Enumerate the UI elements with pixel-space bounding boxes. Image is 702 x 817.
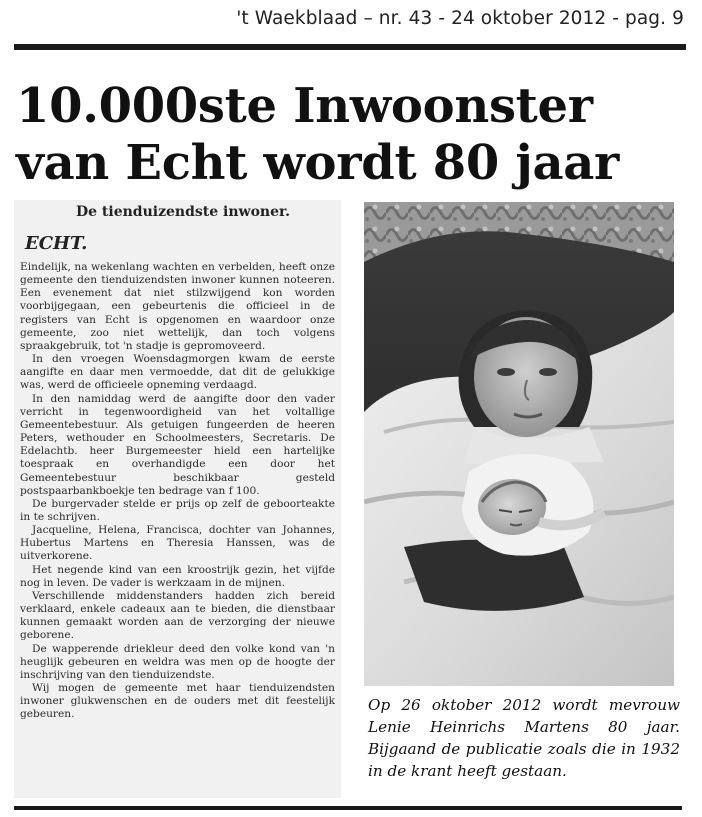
clipping-paragraph: Wij mogen de gemeente met haar tienduizendsten inwoner glukwenschen en de ouders met dit feestelijk gebeuren. <box>20 682 335 721</box>
headline <box>16 78 696 192</box>
newspaper-clipping <box>14 200 341 798</box>
clipping-paragraph: In den namiddag werd de aangifte door den vader verricht in tegenwoordigheid van het voltallige Gemeentebestuur. Als getuigen fungeerden de heeren Peters, wethouder en Schoolmeesters, Secretaris. De Edelachtb. heer Burgemeester hield een hartelijke toespraak en overhandigde een door het Gemeentebestuur beschikbaar gesteld postspaarbankboekje ten bedrage van f 100. <box>20 392 335 497</box>
top-rule <box>14 44 686 50</box>
clipping-dateline: ECHT. <box>25 233 88 254</box>
photo-illustration <box>364 202 674 686</box>
clipping-paragraph: Eindelijk, na wekenlang wachten en verbelden, heeft onze gemeente den tienduizendsten inwoner kunnen noteeren. Een evenement dat niet stilzwijgend kon worden voorbijgegaan, een gebeurtenis die officieel in de registers van Echt is opgenomen en waardoor onze gemeente, zoo niet wettelijk, dan toch volgens spraakgebruik, tot 'n stadje is gepromoveerd. <box>20 261 335 352</box>
clipping-paragraph: De wapperende driekleur deed den volke kond van 'n heuglijk gebeuren en weldra was men op de hoogte der inschrijving van den tienduizendste. <box>20 642 335 681</box>
mother-and-newborn-photo <box>364 202 674 686</box>
clipping-paragraph: In den vroegen Woensdagmorgen kwam de eerste aangifte en daar men vermoedde, dat dit de gelukkige was, werd de officieele opneming verdaagd. <box>20 353 335 392</box>
clipping-paragraph: De burgervader stelde er prijs op zelf de geboorteakte in te schrijven. <box>20 497 335 523</box>
bottom-rule <box>14 806 682 810</box>
photo-caption: Op 26 oktober 2012 wordt mevrouw Lenie Heinrichs Martens 80 jaar. Bijgaand de publicatie zoals die in 1932 in de krant heeft gestaan. <box>368 696 680 780</box>
headline-line-2: van Echt wordt 80 jaar <box>16 135 620 191</box>
clipping-paragraph: Het negende kind van een kroostrijk gezin, het vijfde nog in leven. De vader is werkzaam in de mijnen. <box>20 563 335 589</box>
clipping-paragraph: Verschillende middenstanders hadden zich bereid verklaard, enkele cadeaux aan te bieden, die dienstbaar kunnen gemaakt worden aan de verzorging der nieuwe geborene. <box>20 589 335 642</box>
clipping-paragraph: Jacqueline, Helena, Francisca, dochter van Johannes, Hubertus Martens en Theresia Hanssen, was de uitverkorene. <box>20 524 335 563</box>
clipping-body <box>20 261 335 721</box>
clipping-heading: De tienduizendste inwoner. <box>76 204 290 220</box>
headline-line-1: 10.000ste Inwoonster <box>16 78 593 134</box>
running-head: 't Waekblaad – nr. 43 - 24 oktober 2012 - pag. 9 <box>236 8 684 29</box>
